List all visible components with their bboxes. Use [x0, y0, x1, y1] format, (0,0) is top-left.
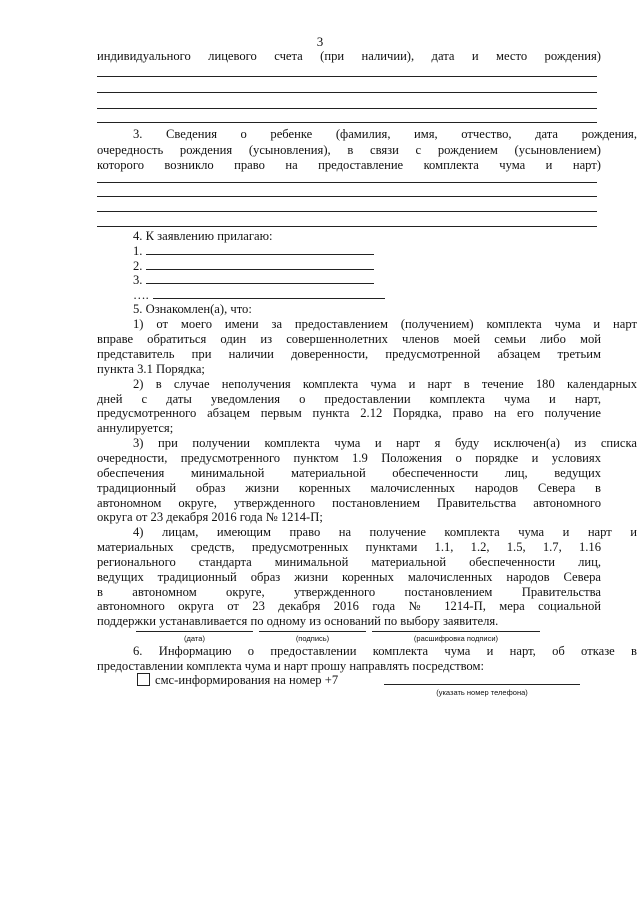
attachment-item[interactable]: [133, 244, 374, 259]
fill-line[interactable]: [97, 76, 597, 77]
section5-p3-line: традиционный образ жизни коренных малочисленных народов Севера в: [97, 481, 601, 495]
section5-p4-line: автономного округа от 23 декабря 2016 года № 1214-П, мера социальной: [97, 599, 601, 613]
page-number: 3: [316, 34, 324, 49]
section5-p2-line: дней с даты уведомления о предоставлении комплекта чума и нарт,: [97, 392, 601, 406]
section5-p3-line: 3) при получении комплекта чума и нарт я буду исключен(а) из списка: [133, 436, 637, 450]
signature-caption: (подпись): [295, 634, 330, 643]
fill-line[interactable]: [97, 108, 597, 109]
section5-heading: 5. Ознакомлен(а), что:: [133, 302, 252, 316]
section5-p4-line: регионального стандарта минимальной материальной обеспеченности лиц,: [97, 555, 601, 569]
fill-line[interactable]: [97, 92, 597, 93]
section5-p3-line: обеспечения минимальной материальной обеспеченности лиц, ведущих: [97, 466, 601, 480]
attachment-number: 2.: [133, 259, 143, 273]
sms-label: смс-информирования на номер +7: [155, 673, 339, 687]
date-line[interactable]: [136, 631, 253, 632]
name-line[interactable]: [372, 631, 540, 632]
attachment-number: 3.: [133, 273, 143, 287]
signature-line[interactable]: [259, 631, 366, 632]
intro-line: индивидуального лицевого счета (при наличии), дата и место рождения): [97, 49, 601, 63]
fill-line[interactable]: [97, 122, 597, 123]
section5-p4-line: материальных средств, предусмотренных пунктами 1.1, 1.2, 1.5, 1.7, 1.16: [97, 540, 601, 554]
section5-p4-line: 4) лицам, имеющим право на получение комплекта чума и нарт и: [133, 525, 637, 539]
sms-checkbox[interactable]: [137, 673, 150, 686]
section5-p1-line: 1) от моего имени за предоставлением (получением) комплекта чума и нарт: [133, 317, 637, 331]
name-caption: (расшифровка подписи): [413, 634, 499, 643]
date-caption: (дата): [184, 634, 205, 643]
fill-line[interactable]: [97, 196, 597, 197]
section5-p2-line: предусмотренного абзацем первым пункта 2.12 Порядка, право на его получение: [97, 406, 601, 420]
section6-line: предоставлении комплекта чума и нарт прошу направлять посредством:: [97, 659, 484, 673]
section5-p4-line: поддержки устанавливается по одному из оснований по выбору заявителя.: [97, 614, 499, 628]
section5-p3-line: округа от 23 декабря 2016 года № 1214-П;: [97, 510, 323, 524]
attachment-number: 1.: [133, 244, 143, 258]
phone-caption: (указать номер телефона): [436, 688, 528, 697]
section5-p1-line: вправе обратиться один из совершеннолетних членов моей семьи либо мой: [97, 332, 601, 346]
section5-p1-line: пункта 3.1 Порядка;: [97, 362, 205, 376]
section3-line: которого возникло право на предоставление комплекта чума и нарт): [97, 158, 601, 172]
fill-line[interactable]: [97, 182, 597, 183]
section5-p3-line: автономном округе, утвержденного постановлением Правительства автономного: [97, 496, 601, 510]
section5-p3-line: очередности, предусмотренного пунктом 1.9 Положения о порядке и условиях: [97, 451, 601, 465]
attachment-item[interactable]: [133, 273, 374, 288]
section4-heading: 4. К заявлению прилагаю:: [133, 229, 273, 243]
attachment-item[interactable]: [133, 288, 385, 303]
fill-line[interactable]: [97, 211, 597, 212]
attachment-item[interactable]: [133, 259, 374, 274]
section5-p2-line: аннулируется;: [97, 421, 174, 435]
phone-input-line[interactable]: [384, 684, 580, 685]
section5-p2-line: 2) в случае неполучения комплекта чума и нарт в течение 180 календарных: [133, 377, 637, 391]
section3-line: 3. Сведения о ребенке (фамилия, имя, отчество, дата рождения,: [133, 127, 637, 141]
attachment-number: ….: [133, 288, 149, 302]
fill-line[interactable]: [97, 226, 597, 227]
section6-line: 6. Информацию о предоставлении комплекта чума и нарт, об отказе в: [133, 644, 637, 658]
section5-p4-line: ведущих традиционный образ жизни коренных малочисленных народов Севера: [97, 570, 601, 584]
section5-p1-line: представитель при наличии доверенности, предусмотренной абзацем третьим: [97, 347, 601, 361]
section5-p4-line: в автономном округе, утвержденного постановлением Правительства: [97, 585, 601, 599]
section3-line: очередность рождения (усыновления), в связи с рождением (усыновлением): [97, 143, 601, 157]
